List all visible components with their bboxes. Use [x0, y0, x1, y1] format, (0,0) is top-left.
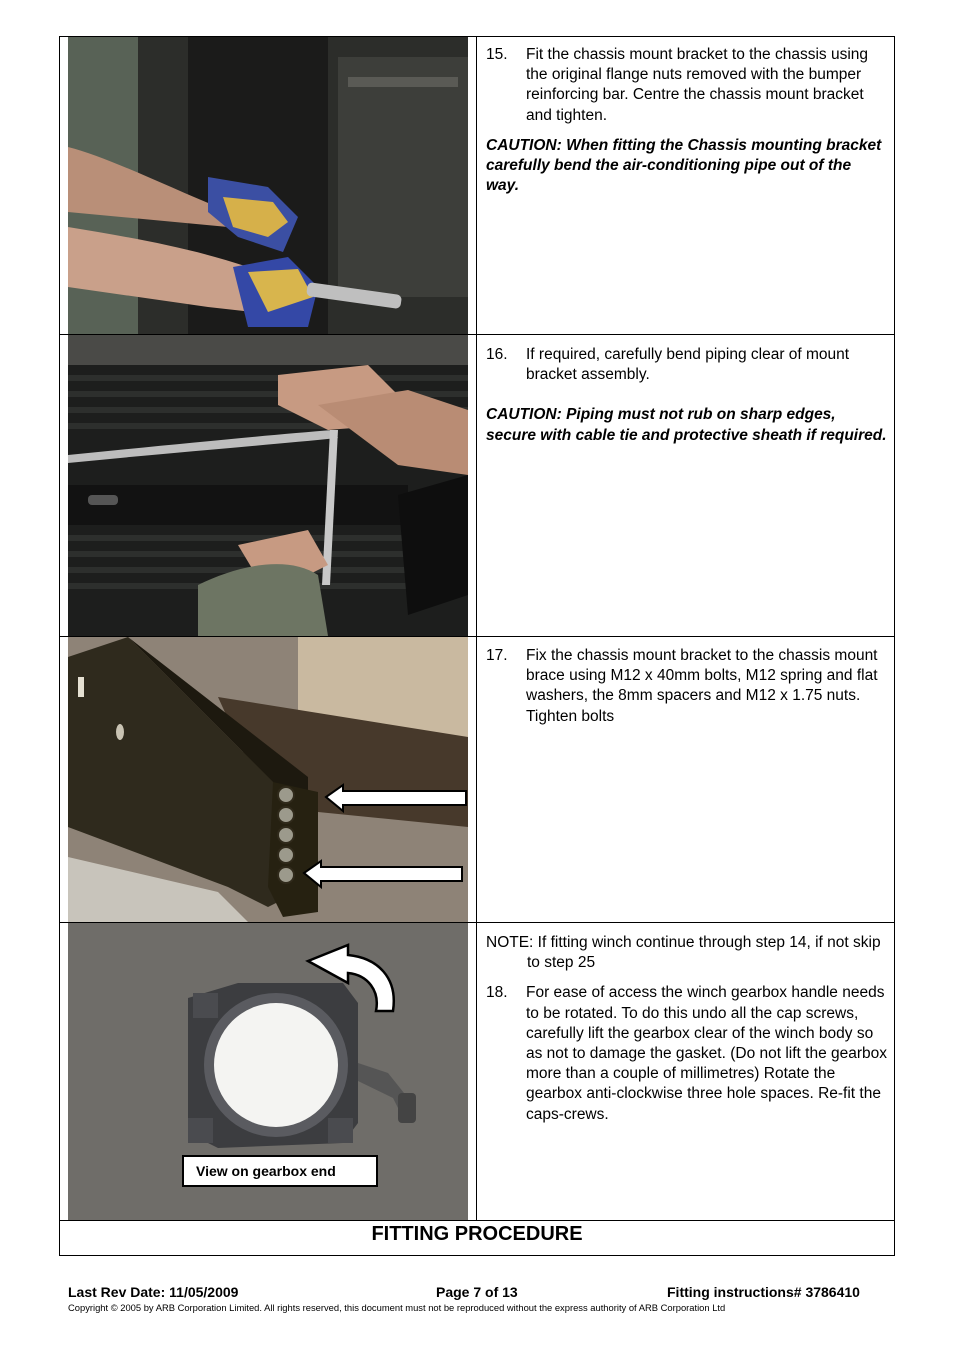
step-number: 16.: [486, 346, 508, 363]
section-title: FITTING PROCEDURE: [371, 1223, 583, 1245]
step-number: 17.: [486, 647, 508, 664]
step-17: [486, 646, 888, 727]
photo-mount-brace-bolts: [68, 637, 468, 922]
photo-piping-bend: [68, 335, 468, 636]
step-description: Fit the chassis mount bracket to the chassis using the original flange nuts removed with the bumper reinforcing bar. Centre the chassis mount bracket and tighten.: [526, 46, 869, 124]
note-text: NOTE: If fitting winch continue through step 14, if not skip to step 25: [486, 934, 881, 972]
row-1-text: [486, 45, 888, 206]
step-15: [486, 45, 888, 126]
step-18: [486, 983, 888, 1124]
step-number: 15.: [486, 46, 508, 63]
photo-chassis-bracket-fitting: [68, 37, 468, 334]
caution-text: CAUTION: Piping must not rub on sharp edges, secure with cable tie and protective sheath if required.: [486, 406, 887, 444]
copyright-notice: Copyright © 2005 by ARB Corporation Limited. All rights reserved, this document must not be reproduced without the express authority of ARB Corporation Ltd: [68, 1302, 726, 1313]
instructions-number: Fitting instructions# 3786410: [667, 1284, 860, 1300]
caution-text: CAUTION: When fitting the Chassis mounting bracket carefully bend the air-conditioning pipe out of the way.: [486, 136, 882, 195]
row-4-text: [486, 933, 888, 1135]
step-description: Fix the chassis mount bracket to the chassis mount brace using M12 x 40mm bolts, M12 spring and flat washers, the 8mm spacers and M12 x 1.75 nuts. Tighten bolts: [526, 647, 878, 725]
photo-caption: View on gearbox end: [182, 1155, 378, 1187]
step-number: 18.: [486, 984, 508, 1002]
row-2-text: [486, 345, 888, 456]
rev-date: Last Rev Date: 11/05/2009: [68, 1284, 239, 1300]
step-description: If required, carefully bend piping clear of mount bracket assembly.: [526, 346, 850, 384]
page-number: Page 7 of 13: [436, 1284, 518, 1300]
step-16: [486, 345, 888, 385]
step-description: For ease of access the winch gearbox handle needs to be rotated. To do this undo all the cap screws, carefully lift the gearbox clear of the winch body so as not to damage the gasket. (Do not lift the gearbox more than a couple of millimetres) Rotate the gearbox anti-clockwise three hole spaces. Re-fit the caps-crews.: [526, 984, 888, 1123]
column-divider: [476, 36, 477, 1220]
row-3-text: [486, 646, 888, 737]
